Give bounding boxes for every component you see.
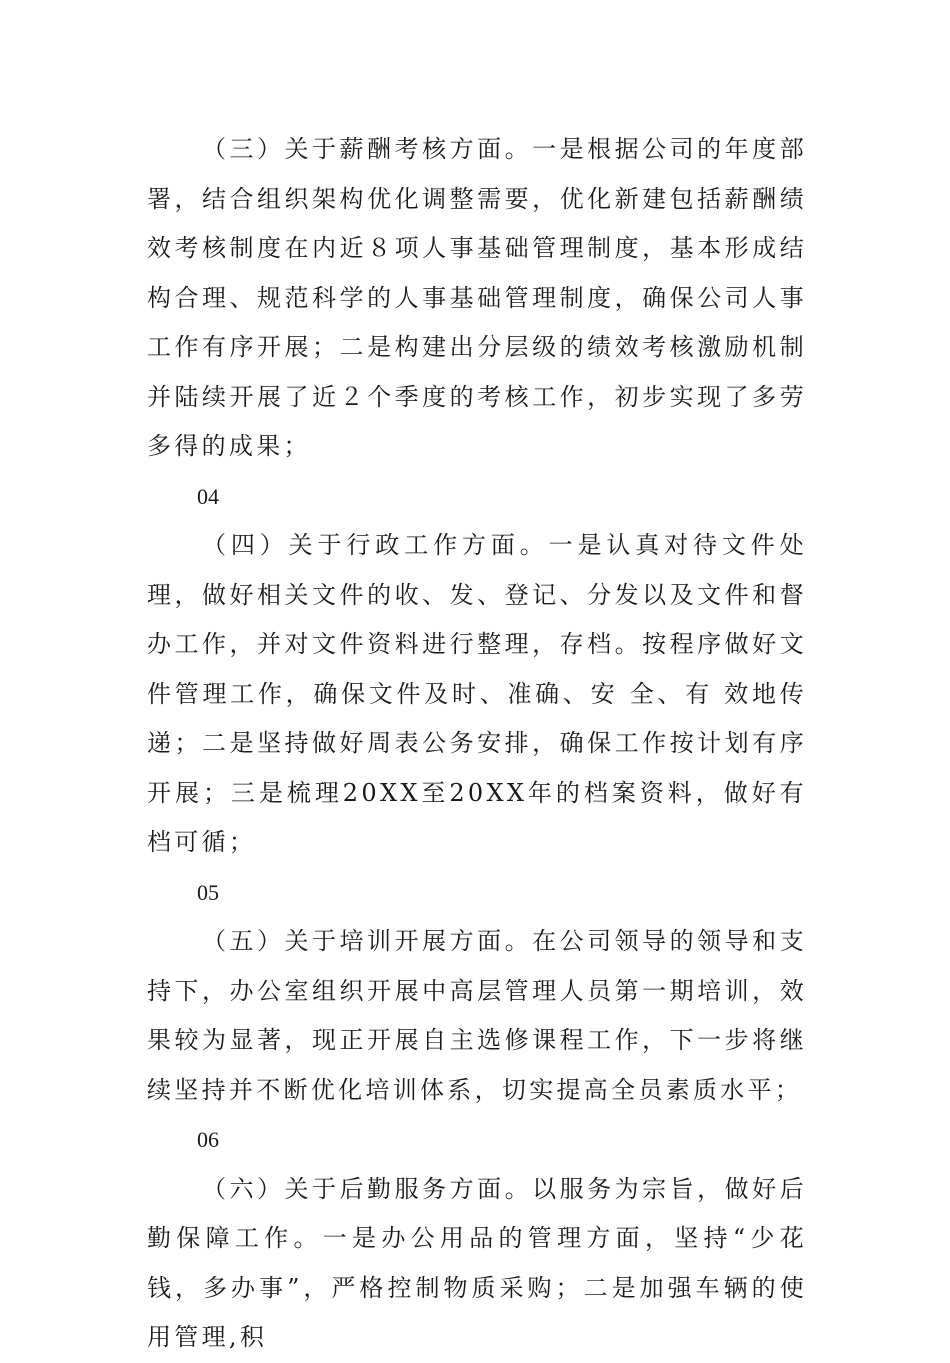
section-number-04: 04 xyxy=(197,483,219,509)
section-number-05: 05 xyxy=(197,879,219,905)
section-number-06: 06 xyxy=(197,1127,219,1152)
paragraph-salary-assessment: （三）关于薪酬考核方面。一是根据公司的年度部署，结合组织架构优化调整需要，优化新建包括薪酬绩效考核制度在内近８项人事基础管理制度，基本形成结构合理、规范科学的人事基础管理制度，确保公司人事工作有序开展；二是构建出分层级的绩效考核激励机制并陆续开展了近２个季度的考核工作，初步实现了多劳多得的成果； xyxy=(147,135,807,460)
paragraph-administrative-work: （四）关于行政工作方面。一是认真对待文件处理，做好相关文件的收、发、登记、分发以及文件和督办工作，并对文件资料进行整理，存档。按程序做好文件管理工作，确保文件及时、准确、安 全、有 效地传递；二是坚持做好周表公务安排，确保工作按计划有序开展；三是梳理20XX至20XX年的档案资料，做好有档可循； xyxy=(147,531,807,856)
paragraph-logistics-service: （六）关于后勤服务方面。以服务为宗旨，做好后勤保障工作。一是办公用品的管理方面，坚持“少花钱，多办事”，严格控制物质采购；二是加强车辆的使用管理,积 xyxy=(147,1174,807,1351)
document-body xyxy=(147,125,807,1363)
paragraph-training: （五）关于培训开展方面。在公司领导的领导和支持下，办公室组织开展中高层管理人员第一期培训，效果较为显著，现正开展自主选修课程工作，下一步将继续坚持并不断优化培训体系，切实提高全员素质水平； xyxy=(147,927,807,1104)
